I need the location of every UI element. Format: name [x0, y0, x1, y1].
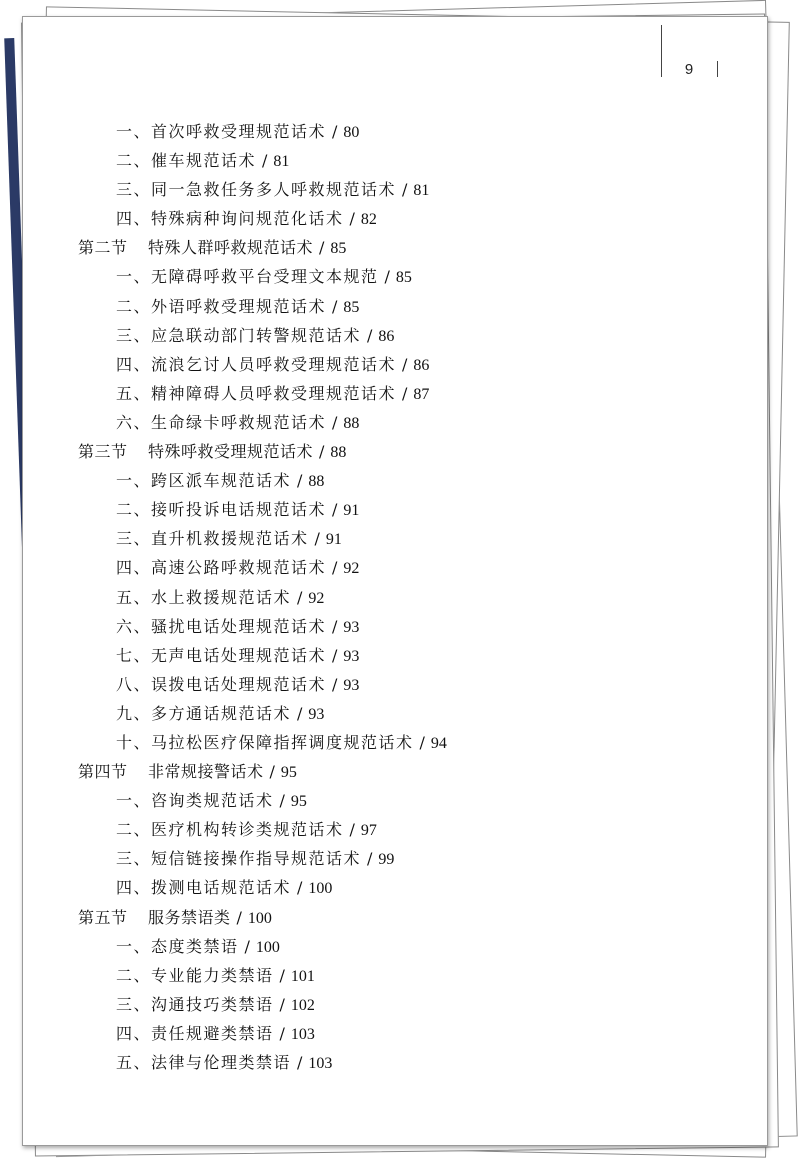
toc-separator: / [297, 703, 303, 723]
toc-item [23, 583, 767, 612]
toc-page-number: 92 [343, 560, 360, 578]
table-of-contents [23, 117, 767, 1077]
toc-item [23, 1019, 767, 1048]
toc-page-number: 81 [273, 153, 290, 171]
toc-section [23, 233, 767, 262]
toc-item-title: 八、误拨电话处理规范话术 [116, 674, 327, 694]
toc-item-title: 三、沟通技巧类禁语 [116, 994, 274, 1014]
toc-page-number: 93 [343, 618, 360, 636]
toc-separator: / [402, 180, 408, 200]
toc-item [23, 379, 767, 408]
toc-item-title: 九、多方通话规范话术 [116, 703, 292, 723]
toc-separator: / [236, 907, 242, 927]
toc-section-label: 第五节 [78, 907, 128, 927]
toc-separator: / [349, 209, 355, 229]
toc-page-number: 100 [308, 880, 333, 898]
toc-item [23, 786, 767, 815]
toc-separator: / [402, 383, 408, 403]
toc-item [23, 146, 767, 175]
toc-item-title: 二、专业能力类禁语 [116, 965, 274, 985]
toc-separator: / [332, 558, 338, 578]
toc-item-title: 五、法律与伦理类禁语 [116, 1053, 292, 1072]
toc-page-number: 91 [343, 502, 360, 520]
toc-page-number: 94 [430, 734, 447, 752]
toc-separator: / [332, 296, 338, 316]
toc-separator: / [332, 616, 338, 636]
toc-separator: / [367, 325, 373, 345]
toc-item [23, 204, 767, 233]
toc-item-title: 三、短信链接操作指导规范话术 [116, 849, 362, 869]
toc-item [23, 1048, 767, 1077]
toc-page-number: 92 [308, 589, 325, 607]
toc-separator: / [269, 762, 275, 782]
toc-separator: / [244, 936, 250, 956]
toc-page-number: 93 [343, 647, 360, 665]
toc-item [23, 670, 767, 699]
toc-page-number: 86 [413, 356, 430, 374]
toc-item [23, 350, 767, 379]
toc-item [23, 728, 767, 757]
toc-separator: / [402, 354, 408, 374]
toc-item [23, 990, 767, 1019]
toc-page-number: 88 [330, 444, 347, 462]
toc-item [23, 292, 767, 321]
toc-separator: / [297, 471, 303, 491]
toc-item-title: 二、接听投诉电话规范话术 [116, 500, 327, 520]
toc-item [23, 495, 767, 524]
toc-page-number: 93 [343, 676, 360, 694]
toc-item [23, 262, 767, 291]
toc-page-number: 97 [360, 822, 377, 840]
toc-item [23, 321, 767, 350]
toc-section-label: 第四节 [78, 762, 128, 782]
toc-separator: / [262, 151, 268, 171]
toc-section-title: 非常规接警话术 [148, 762, 264, 782]
toc-section [23, 757, 767, 786]
toc-item-title: 三、直升机救援规范话术 [116, 529, 309, 549]
page-number: 9 [684, 61, 694, 78]
toc-separator: / [384, 267, 390, 287]
toc-separator: / [279, 965, 285, 985]
toc-page-number: 88 [343, 414, 360, 432]
toc-item-title: 三、同一急救任务多人呼救规范话术 [116, 180, 397, 200]
toc-page-number: 81 [413, 182, 430, 200]
toc-item [23, 641, 767, 670]
toc-page-number: 80 [343, 124, 360, 141]
toc-item-title: 三、应急联动部门转警规范话术 [116, 325, 362, 345]
toc-item-title: 四、流浪乞讨人员呼救受理规范话术 [116, 354, 397, 374]
toc-separator: / [367, 849, 373, 869]
toc-separator: / [279, 791, 285, 811]
toc-separator: / [332, 122, 338, 141]
toc-page-number: 85 [330, 240, 347, 258]
header-rule [661, 25, 662, 77]
toc-separator: / [279, 1023, 285, 1043]
toc-page-number: 102 [290, 996, 315, 1014]
toc-separator: / [419, 732, 425, 752]
toc-page-number: 95 [280, 764, 297, 782]
toc-item-title: 六、骚扰电话处理规范话术 [116, 616, 327, 636]
toc-item-title: 四、特殊病种询问规范化话术 [116, 209, 344, 229]
header-rule [717, 61, 718, 77]
document-page [22, 16, 768, 1146]
toc-page-number: 91 [325, 531, 342, 549]
toc-separator: / [349, 820, 355, 840]
toc-item-title: 十、马拉松医疗保障指挥调度规范话术 [116, 732, 414, 752]
toc-page-number: 100 [255, 938, 280, 956]
toc-item [23, 699, 767, 728]
toc-item-title: 二、外语呼救受理规范话术 [116, 296, 327, 316]
toc-item-title: 一、咨询类规范话术 [116, 791, 274, 811]
toc-separator: / [332, 645, 338, 665]
toc-separator: / [297, 1053, 303, 1072]
toc-section-label: 第二节 [78, 238, 128, 258]
toc-section-title: 特殊人群呼救规范话术 [148, 238, 314, 258]
toc-separator: / [297, 878, 303, 898]
toc-page-number: 103 [308, 1055, 333, 1072]
toc-page-number: 93 [308, 705, 325, 723]
toc-page-number: 95 [290, 793, 307, 811]
toc-page-number: 86 [378, 327, 395, 345]
toc-item-title: 五、精神障碍人员呼救受理规范话术 [116, 383, 397, 403]
toc-page-number: 103 [290, 1025, 315, 1043]
toc-item-title: 四、高速公路呼救规范话术 [116, 558, 327, 578]
toc-page-number: 85 [395, 269, 412, 287]
toc-section [23, 903, 767, 932]
toc-separator: / [314, 529, 320, 549]
toc-page-number: 99 [378, 851, 395, 869]
toc-item-title: 一、跨区派车规范话术 [116, 471, 292, 491]
toc-page-number: 87 [413, 385, 430, 403]
toc-separator: / [332, 412, 338, 432]
toc-item [23, 175, 767, 204]
toc-page-number: 88 [308, 473, 325, 491]
toc-item [23, 466, 767, 495]
toc-section-title: 服务禁语类 [148, 907, 231, 927]
toc-item-title: 七、无声电话处理规范话术 [116, 645, 327, 665]
toc-item [23, 844, 767, 873]
toc-item-title: 一、态度类禁语 [116, 936, 239, 956]
toc-item-title: 四、拨测电话规范话术 [116, 878, 292, 898]
toc-item [23, 408, 767, 437]
toc-section-title: 特殊呼救受理规范话术 [148, 442, 314, 462]
toc-item [23, 524, 767, 553]
toc-item-title: 二、医疗机构转诊类规范话术 [116, 820, 344, 840]
toc-separator: / [332, 500, 338, 520]
toc-item-title: 一、首次呼救受理规范话术 [116, 122, 327, 141]
toc-page-number: 85 [343, 298, 360, 316]
toc-page-number: 82 [360, 211, 377, 229]
toc-separator: / [319, 442, 325, 462]
toc-item [23, 961, 767, 990]
toc-page-number: 100 [247, 909, 272, 927]
toc-item-title: 五、水上救援规范话术 [116, 587, 292, 607]
toc-item [23, 612, 767, 641]
toc-separator: / [297, 587, 303, 607]
toc-page-number: 101 [290, 967, 315, 985]
toc-separator: / [319, 238, 325, 258]
toc-section [23, 437, 767, 466]
toc-item [23, 873, 767, 902]
toc-item-title: 二、催车规范话术 [116, 151, 257, 171]
toc-item-title: 四、责任规避类禁语 [116, 1023, 274, 1043]
toc-item-title: 六、生命绿卡呼救规范话术 [116, 412, 327, 432]
toc-section-label: 第三节 [78, 442, 128, 462]
toc-item-title: 一、无障碍呼救平台受理文本规范 [116, 267, 379, 287]
toc-separator: / [332, 674, 338, 694]
toc-item [23, 815, 767, 844]
toc-item [23, 553, 767, 582]
toc-item [23, 932, 767, 961]
toc-separator: / [279, 994, 285, 1014]
toc-item [23, 117, 767, 146]
